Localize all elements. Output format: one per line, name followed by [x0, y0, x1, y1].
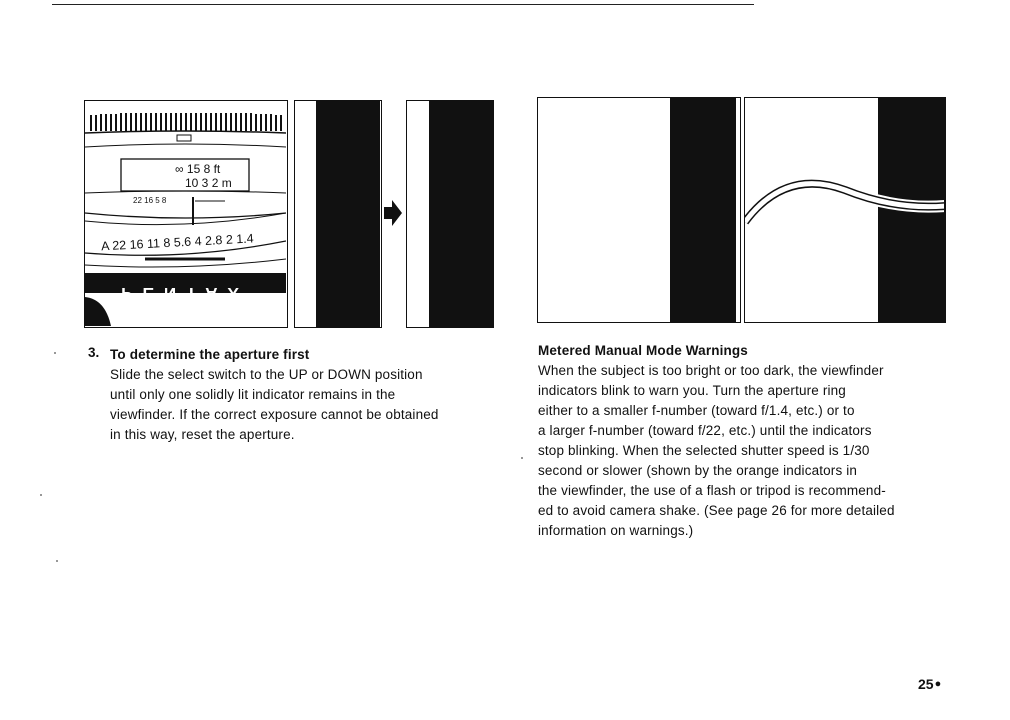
warnings-line: information on warnings.) [538, 523, 694, 538]
page-number-text: 25 [918, 676, 934, 692]
step-number: 3. [88, 345, 100, 360]
viewfinder-after-figure [406, 100, 494, 328]
viewfinder-bar [429, 101, 494, 327]
wave-line-illustration [745, 98, 944, 321]
scan-dot [54, 352, 56, 354]
warnings-line: a larger f-number (toward f/22, etc.) until the indicators [538, 423, 872, 438]
warnings-line: indicators blink to warn you. Turn the aperture ring [538, 383, 846, 398]
scan-dot [56, 560, 58, 562]
aperture-scale: A 22 16 11 8 5.6 4 2.8 2 1.4 [100, 231, 255, 254]
indicator-gap [316, 101, 317, 327]
instruction-heading: To determine the aperture first [110, 347, 310, 362]
instruction-line: until only one solidly lit indicator remains in the [110, 387, 396, 402]
lens-barrel-illustration [85, 101, 286, 326]
warnings-line: When the subject is too bright or too dark, the viewfinder [538, 363, 884, 378]
warnings-heading: Metered Manual Mode Warnings [538, 343, 748, 358]
warnings-line: the viewfinder, the use of a flash or tripod is recommend- [538, 483, 886, 498]
subject-contrast-figure [537, 97, 741, 323]
warnings-section [538, 341, 968, 541]
instruction-line: viewfinder. If the correct exposure cannot be obtained [110, 407, 439, 422]
instruction-line: Slide the select switch to the UP or DOWN position [110, 367, 423, 382]
distance-scale-ft: ∞ 15 8 ft [175, 162, 221, 176]
lens-aperture-figure [84, 100, 288, 328]
brand-name: PENTAX [121, 284, 249, 303]
instruction-line: in this way, reset the aperture. [110, 427, 295, 442]
arrow-right-icon [382, 198, 404, 228]
scan-dot [521, 457, 523, 459]
warnings-line: either to a smaller f-number (toward f/1.4, etc.) or to [538, 403, 855, 418]
depth-of-field-scale: 22 16 5 8 [133, 196, 167, 205]
viewfinder-before-figure [294, 100, 382, 328]
page-marker: ● [934, 678, 942, 690]
distance-scale-m: 10 3 2 m [185, 176, 232, 190]
dark-band [670, 98, 736, 322]
scan-dot [40, 494, 42, 496]
page-number [918, 676, 941, 692]
aperture-instruction [110, 345, 510, 445]
top-rule [52, 4, 754, 5]
warnings-line: ed to avoid camera shake. (See page 26 for more detailed [538, 503, 895, 518]
viewfinder-bar [316, 101, 380, 327]
blinking-indicator-figure [744, 97, 946, 323]
warnings-line: stop blinking. When the selected shutter speed is 1/30 [538, 443, 870, 458]
warnings-line: second or slower (shown by the orange indicators in [538, 463, 858, 478]
